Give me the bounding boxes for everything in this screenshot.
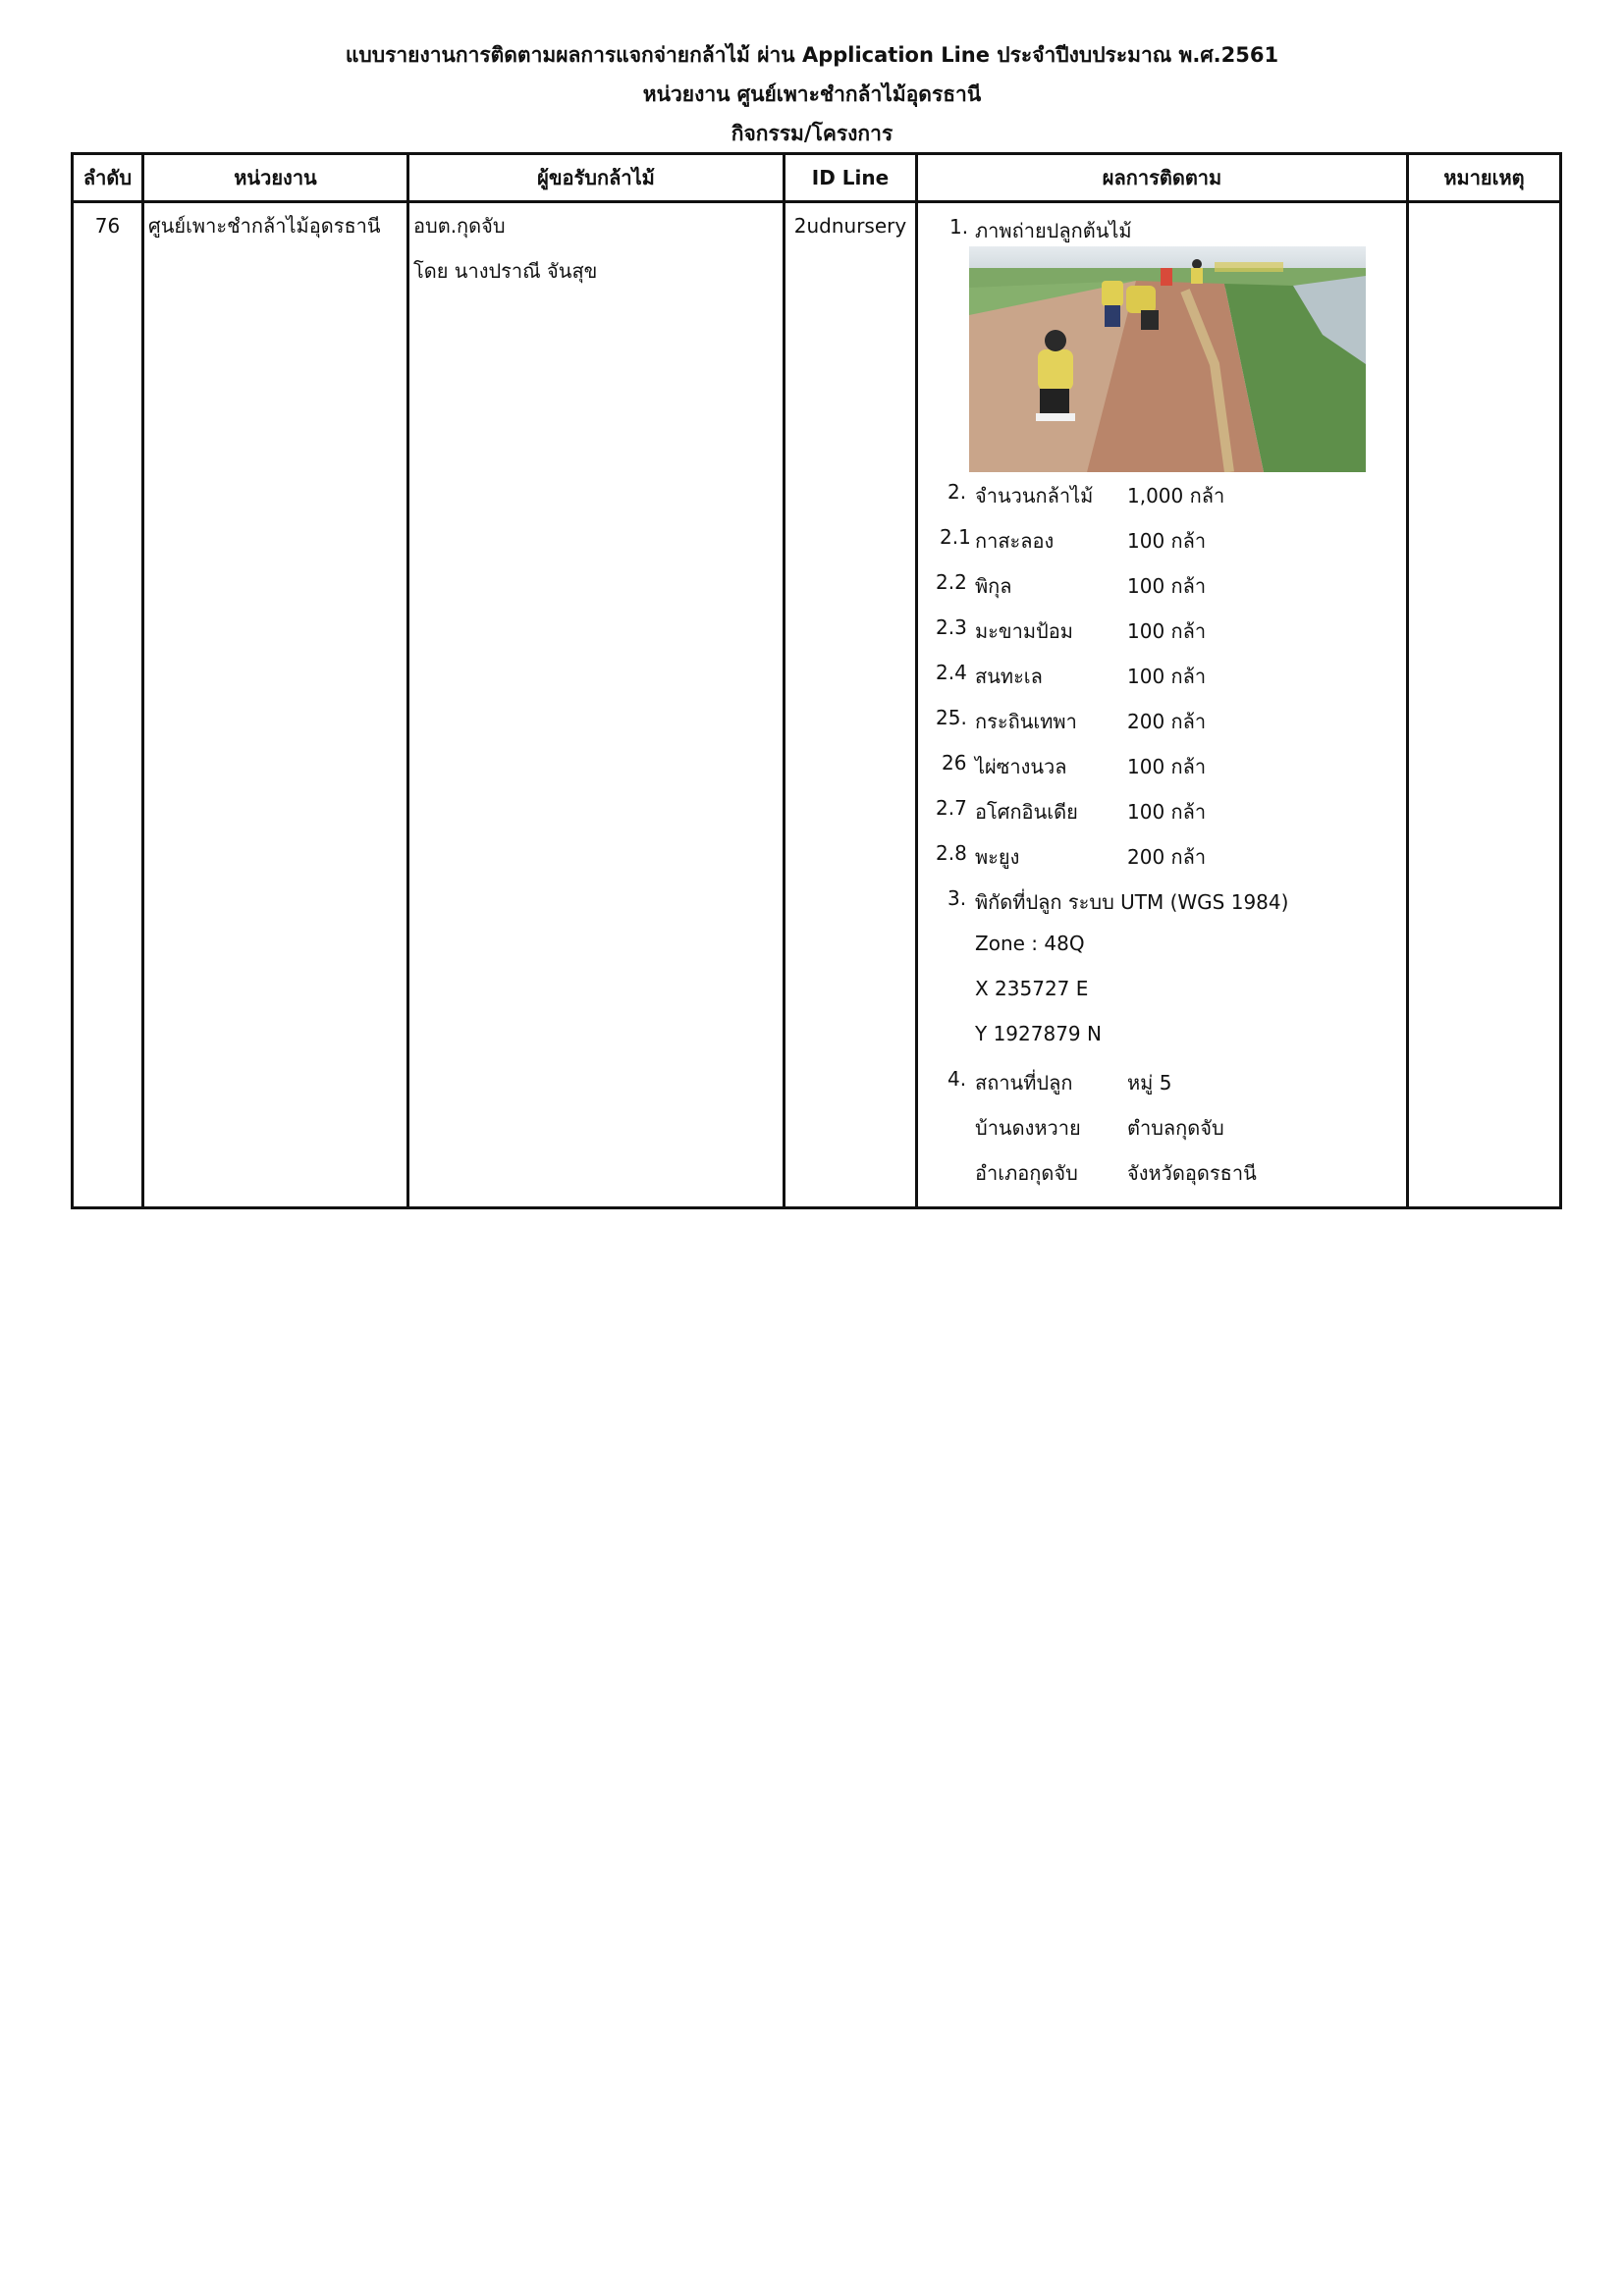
species-no: 2.1 (940, 525, 971, 549)
utm-x: X 235727 E (975, 977, 1089, 1000)
result-block (918, 203, 1406, 1202)
photo-label-no: 1. (949, 215, 969, 239)
recipient-person: โดย นางปราณี จันสุข (413, 259, 598, 283)
species-qty: 200 กล้า (1127, 845, 1207, 869)
seedling-count-label: จำนวนกล้าไม้ (975, 484, 1094, 507)
district-name: อำเภอกุดจับ (975, 1161, 1078, 1185)
photo-label-line (918, 215, 1406, 244)
utm-zone: Zone : 48Q (975, 932, 1085, 955)
species-line (918, 751, 1406, 796)
species-no: 25. (936, 706, 967, 729)
report-table (71, 152, 1562, 1209)
utm-y: Y 1927879 N (975, 1022, 1102, 1045)
species-line (918, 570, 1406, 615)
place-no: 4. (947, 1067, 967, 1091)
recipient-org: อบต.กุดจับ (413, 214, 506, 238)
cell-remark (1408, 202, 1561, 1208)
village-no: หมู่ 5 (1127, 1071, 1172, 1095)
species-qty: 200 กล้า (1127, 710, 1207, 733)
species-no: 2.4 (936, 661, 967, 684)
seedling-count-value: 1,000 กล้า (1127, 484, 1225, 507)
header-result: ผลการติดตาม (917, 154, 1408, 202)
place-label: สถานที่ปลูก (975, 1071, 1073, 1095)
seedling-count-line (918, 480, 1406, 525)
species-name: พะยูง (975, 845, 1020, 869)
id-line-value: 2udnursery (793, 214, 907, 238)
x-line (918, 977, 1406, 1022)
cell-no (73, 202, 143, 1208)
cell-result (917, 202, 1408, 1208)
page-header (0, 35, 1624, 153)
header-unit: หน่วยงาน (143, 154, 408, 202)
species-qty: 100 กล้า (1127, 800, 1207, 824)
coordinate-label: พิกัดที่ปลูก ระบบ UTM (WGS 1984) (975, 890, 1289, 914)
species-name: ไผ่ซางนวล (975, 755, 1067, 778)
activity-line: กิจกรรม/โครงการ (731, 122, 893, 145)
species-qty: 100 กล้า (1127, 665, 1207, 688)
species-name: กาสะลอง (975, 529, 1055, 553)
cell-id-line (785, 202, 917, 1208)
header-no: ลำดับ (73, 154, 143, 202)
table-header-row (73, 154, 1561, 202)
unit-name: ศูนย์เพาะชำกล้าไม้อุดรธานี (148, 214, 381, 238)
unit-line: หน่วยงาน ศูนย์เพาะชำกล้าไม้อุดรธานี (642, 82, 982, 106)
coordinate-line (918, 886, 1406, 932)
species-name: อโศกอินเดีย (975, 800, 1078, 824)
planting-photo (969, 246, 1366, 472)
species-name: มะขามป้อม (975, 619, 1073, 643)
village-line (918, 1112, 1406, 1157)
species-no: 26 (942, 751, 967, 774)
species-line (918, 615, 1406, 661)
species-no: 2.7 (936, 796, 967, 820)
species-no: 2.3 (936, 615, 967, 639)
planting-photo-image (969, 246, 1366, 472)
table-row (73, 202, 1561, 1208)
header-remark: หมายเหตุ (1408, 154, 1561, 202)
species-line (918, 661, 1406, 706)
place-line (918, 1067, 1406, 1112)
report-title: แบบรายงานการติดตามผลการแจกจ่ายกล้าไม้ ผ่าน Application Line ประจำปีงบประมาณ พ.ศ.2561 (345, 43, 1279, 67)
village-name: บ้านดงหวาย (975, 1116, 1081, 1140)
y-line (918, 1022, 1406, 1067)
cell-unit (143, 202, 408, 1208)
province-name: จังหวัดอุดรธานี (1127, 1161, 1257, 1185)
species-name: สนทะเล (975, 665, 1043, 688)
species-line (918, 796, 1406, 841)
species-no: 2.2 (936, 570, 967, 594)
species-line (918, 706, 1406, 751)
coordinate-no: 3. (947, 886, 967, 910)
zone-line (918, 932, 1406, 977)
photo-label: ภาพถ่ายปลูกต้นไม้ (975, 219, 1132, 242)
species-name: กระถินเทพา (975, 710, 1077, 733)
species-line (918, 841, 1406, 886)
seedling-count-no: 2. (947, 480, 967, 504)
species-no: 2.8 (936, 841, 967, 865)
species-name: พิกุล (975, 574, 1012, 598)
species-qty: 100 กล้า (1127, 529, 1207, 553)
species-qty: 100 กล้า (1127, 755, 1207, 778)
district-line (918, 1157, 1406, 1202)
species-qty: 100 กล้า (1127, 574, 1207, 598)
header-id-line: ID Line (785, 154, 917, 202)
row-number: 76 (94, 214, 121, 238)
header-recipient: ผู้ขอรับกล้าไม้ (408, 154, 785, 202)
species-line (918, 525, 1406, 570)
cell-recipient (408, 202, 785, 1208)
species-qty: 100 กล้า (1127, 619, 1207, 643)
subdistrict-name: ตำบลกุดจับ (1127, 1116, 1224, 1140)
